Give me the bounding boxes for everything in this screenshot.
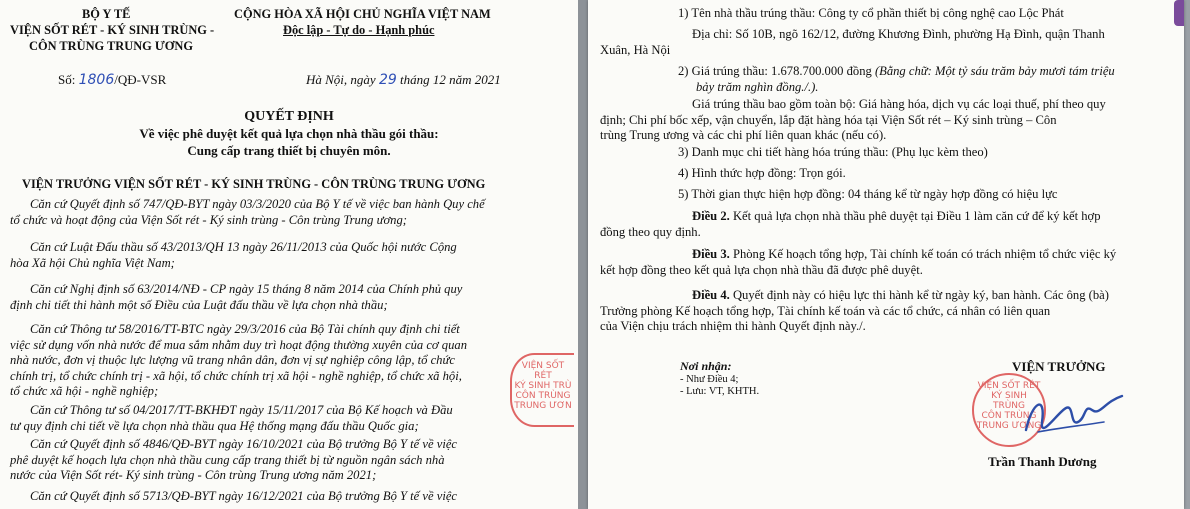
basis-paragraph-4: Căn cứ Thông tư 58/2016/TT-BTC ngày 29/3/2016 của Bộ Tài chính quy định chi tiết việc sử dụng vốn nhà nước để mua sắm nhằm duy trì hoạt động thường xuyên của cơ quan nhà nước, đơn vị thuộc lực lượng vũ trang nhân dân, đơn vị sự nghiệp công lập, tổ chức chính trị, tổ chức chính trị - xã hội, tổ chức chính trị xã hội - nghề nghiệp, tổ chức xã hội, tổ chức xã hội - nghề nghiệp;	[10, 322, 467, 398]
signer-name: Trần Thanh Dương	[988, 454, 1097, 469]
recipients-title: Nơi nhận:	[680, 359, 732, 373]
document-subject-line1: Về việc phê duyệt kết quả lựa chọn nhà thầu gói thầu:	[139, 126, 439, 141]
agency-name-line1: VIỆN SỐT RÉT - KÝ SINH TRÙNG -	[10, 23, 215, 37]
item-3-goods-list: 3) Danh mục chi tiết hàng hóa trúng thầu: (Phụ lục kèm theo)	[678, 145, 988, 159]
handwritten-day: 29	[378, 72, 397, 88]
article-3: Điều 3. Phòng Kế hoạch tổng hợp, Tài chính kế toán có trách nhiệm tổ chức việc ký kết hợp đồng theo kết quả lựa chọn nhà thầu đã được phê duyệt.	[600, 247, 1117, 277]
contractor-address: Địa chỉ: Số 10B, ngõ 162/12, đường Khương Đình, phường Hạ Đình, quận Thanh Xuân, Hà Nội	[600, 27, 1105, 57]
document-subject-line2: Cung cấp trang thiết bị chuyên môn.	[187, 143, 391, 158]
agency-name-line2: CÔN TRÙNG TRUNG ƯƠNG	[29, 39, 193, 53]
article-2: Điều 2. Kết quả lựa chọn nhà thầu phê duyệt tại Điều 1 làm căn cứ để ký kết hợp đồng theo quy định.	[600, 209, 1101, 239]
basis-paragraph-2: Căn cứ Luật Đấu thầu số 43/2013/QH 13 ngày 26/11/2013 của Quốc hội nước Cộng hòa Xã hội Chủ nghĩa Việt Nam;	[10, 240, 457, 270]
page-gutter	[578, 0, 588, 509]
basis-paragraph-3: Căn cứ Nghị định số 63/2014/NĐ - CP ngày 15 tháng 8 năm 2014 của Chính phủ quy định chi tiết thi hành một số Điều của Luật đấu thầu về lựa chọn nhà thầu;	[10, 282, 463, 312]
page-2	[588, 0, 1184, 509]
page-1	[0, 0, 578, 509]
document-date: Hà Nội, ngày 29 tháng 12 năm 2021	[306, 72, 501, 88]
red-seal-stamp: VIỆN SỐT RÉT KÝ SINH TRÙNG CÔN TRÙNG TRUNG ƯƠNG	[972, 373, 1046, 447]
signer-title: VIỆN TRƯỞNG	[1012, 359, 1106, 374]
article-4: Điều 4. Quyết định này có hiệu lực thi hành kể từ ngày ký, ban hành. Các ông (bà) Trưởng phòng Kế hoạch tổng hợp, Tài chính kế toán và các tổ chức, cá nhân có liên quan của Viện chịu trách nhiệm thi hành Quyết định này./.	[600, 288, 1109, 333]
nation-name: CỘNG HÒA XÃ HỘI CHỦ NGHĨA VIỆT NAM	[234, 7, 491, 21]
signature-image	[1018, 382, 1128, 452]
ministry-name: BỘ Y TẾ	[82, 7, 131, 21]
basis-paragraph-1: Căn cứ Quyết định số 747/QĐ-BYT ngày 03/3/2020 của Bộ Y tế về việc ban hành Quy chế tổ chức và hoạt động của Viện Sốt rét - Ký sinh trùng - Côn trùng Trung ương;	[10, 197, 485, 227]
document-title: QUYẾT ĐỊNH	[244, 109, 334, 124]
price-inclusion: Giá trúng thầu bao gồm toàn bộ: Giá hàng hóa, dịch vụ các loại thuế, phí theo quy định; Chi phí bốc xếp, vận chuyển, lắp đặt hàng hóa tại Viện Sốt rét – Ký sinh trùng – Côn trùng Trung ương và các chi phí liên quan khác (nếu có).	[600, 97, 1106, 142]
issuing-authority: VIỆN TRƯỞNG VIỆN SỐT RÉT - KÝ SINH TRÙNG - CÔN TRÙNG TRUNG ƯƠNG	[22, 177, 486, 191]
item-2-price: 2) Giá trúng thầu: 1.678.700.000 đồng (Bằng chữ: Một tỷ sáu trăm bảy mươi tám triệu bảy trăm nghìn đồng./.).	[678, 64, 1115, 94]
handwritten-number: 1806	[78, 72, 115, 88]
item-5-duration: 5) Thời gian thực hiện hợp đồng: 04 tháng kể từ ngày hợp đồng có hiệu lực	[678, 187, 1058, 201]
nation-motto: Độc lập - Tự do - Hạnh phúc	[283, 23, 435, 37]
basis-paragraph-5: Căn cứ Thông tư số 04/2017/TT-BKHĐT ngày 15/11/2017 của Bộ Kế hoạch và Đầu tư quy định chi tiết về lựa chọn nhà thầu qua Hệ thống mạng đấu thầu Quốc gia;	[10, 403, 453, 433]
bookmark-icon[interactable]	[1174, 0, 1184, 26]
item-4-contract-type: 4) Hình thức hợp đồng: Trọn gói.	[678, 166, 846, 180]
item-1-contractor: 1) Tên nhà thầu trúng thầu: Công ty cổ phần thiết bị công nghệ cao Lộc Phát	[678, 6, 1064, 20]
document-number: Số: 1806/QĐ-VSR	[58, 72, 167, 88]
red-seal-stamp: VIỆN SỐT RÉT KÝ SINH TRÙ CÔN TRÙNG TRUNG ƯƠN	[510, 353, 574, 427]
basis-paragraph-6: Căn cứ Quyết định số 4846/QĐ-BYT ngày 16/10/2021 của Bộ trưởng Bộ Y tế về việc phê duyệt kế hoạch lựa chọn nhà thầu cung cấp trang thiết bị từ nguồn ngân sách nhà nước của Viện Sốt rét- Ký sinh trùng - Côn trùng Trung ương năm 2021;	[10, 437, 458, 482]
basis-paragraph-7: Căn cứ Quyết định số 5713/QĐ-BYT ngày 16/12/2021 của Bộ trưởng Bộ Y tế về việc	[30, 489, 458, 503]
recipients-list: - Như Điều 4; - Lưu: VT, KHTH.	[680, 374, 760, 397]
